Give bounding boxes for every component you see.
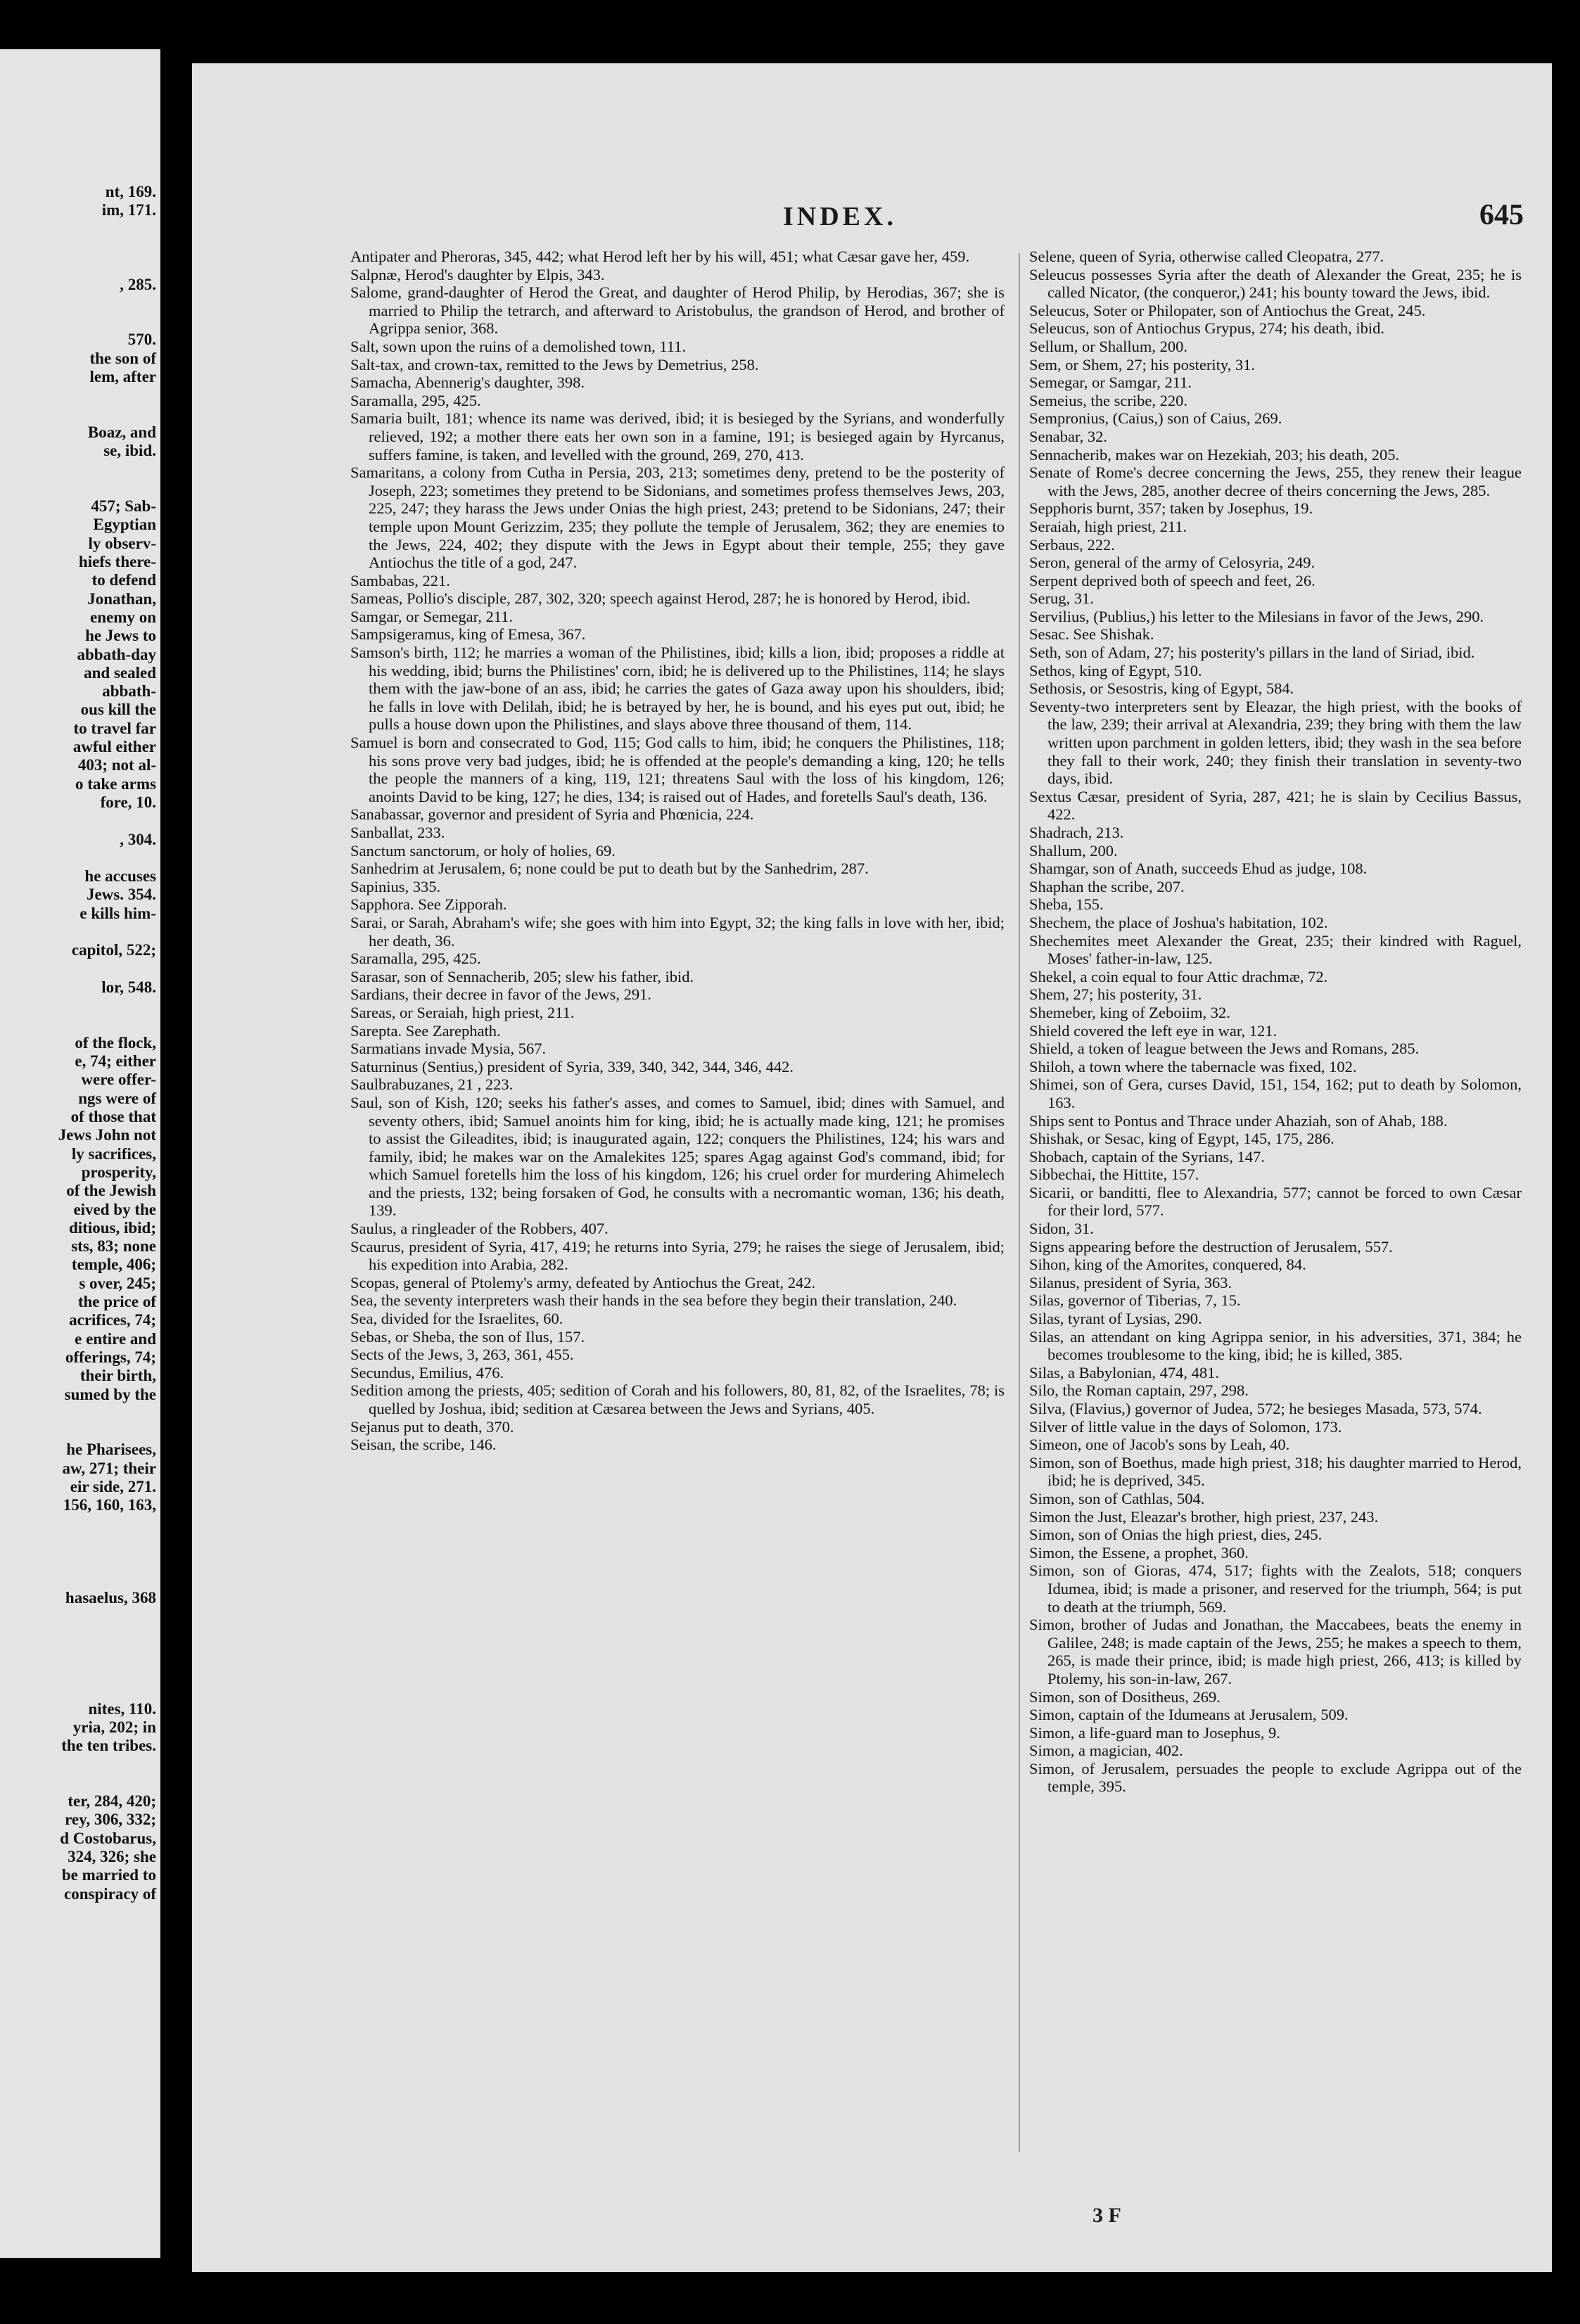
strip-line: 324, 326; she (68, 1848, 156, 1865)
strip-line: abbath- (102, 682, 156, 701)
index-entry: Seron, general of the army of Celosyria, 249. (1029, 554, 1315, 572)
strip-line: ditious, ibid; (69, 1218, 156, 1237)
index-entry: Sethos, king of Egypt, 510. (1029, 661, 1202, 679)
index-entry: Sardians, their decree in favor of the Jews, 291. (350, 985, 651, 1004)
index-entry: Simon, of Jerusalem, persuades the people to exclude Agrippa out of the temple, 395. (1029, 1759, 1522, 1796)
index-entry: Saulbrabuzanes, 21 , 223. (350, 1075, 514, 1094)
strip-line: s over, 245; (79, 1274, 156, 1292)
index-entry: Simon the Just, Eleazar's brother, high priest, 237, 243. (1029, 1507, 1379, 1526)
adjacent-page-fragment (0, 49, 160, 2258)
index-entry: Silver of little value in the days of Solomon, 173. (1029, 1417, 1342, 1436)
strip-line: , 304. (120, 830, 156, 848)
index-entry: Servilius, (Publius,) his letter to the Milesians in favor of the Jews, 290. (1029, 607, 1484, 625)
strip-line: sumed by the (64, 1385, 156, 1403)
index-entry: Simeon, one of Jacob's sons by Leah, 40. (1029, 1436, 1290, 1454)
index-entry: Serug, 31. (1029, 589, 1094, 608)
index-entry: Samuel is born and consecrated to God, 115; God calls to him, ibid; he conquers the Philistines, 118; his sons prove very bad judges, ibid; he is offended at the people's demanding a king, 120; he tells the people the manners of a king, 119, 121; threatens Saul with the loss of his kingdom, 126; anoints David to be king, 127; he dies, 134; is raised out of Hades, and foretells Saul's death, 136. (350, 734, 1005, 805)
index-entry: Serpent deprived both of speech and feet, 26. (1029, 571, 1315, 589)
index-entry: Sea, divided for the Israelites, 60. (350, 1310, 563, 1328)
index-entry: Sapphora. See Zipporah. (350, 895, 507, 914)
index-entry: Selene, queen of Syria, otherwise called Cleopatra, 277. (1029, 248, 1384, 265)
index-entry: Sejanus put to death, 370. (350, 1417, 514, 1436)
strip-line: awful either (72, 738, 156, 755)
index-entry: Shadrach, 213. (1029, 824, 1124, 841)
index-entry: Saturninus (Sentius,) president of Syria, 339, 340, 342, 344, 346, 442. (350, 1057, 794, 1075)
strip-line: of those that (70, 1108, 156, 1125)
strip-line: prosperity, (81, 1163, 156, 1181)
index-entry: Semegar, or Samgar, 211. (1029, 374, 1192, 392)
book-gutter (160, 0, 192, 2324)
strip-line: the ten tribes. (61, 1737, 156, 1755)
strip-line: ous kill the (80, 701, 156, 719)
index-entry: Sedition among the priests, 405; sedition of Corah and his followers, 80, 81, 82, of the Israelites, 78; is quelled by Joshua, ibid; sedition at Cæsarea between the Jews and Syrians, 405. (350, 1381, 1005, 1417)
strip-line: he Jews to (85, 627, 156, 645)
index-entry: Shallum, 200. (1029, 841, 1118, 860)
strip-line: ter, 284, 420; (68, 1792, 156, 1811)
page-number: 645 (1479, 199, 1524, 231)
index-entry: Sethosis, or Sesostris, king of Egypt, 584. (1029, 679, 1294, 698)
index-entry: Sebas, or Sheba, the son of Ilus, 157. (350, 1327, 585, 1346)
strip-line: 570. (127, 331, 156, 349)
strip-line: 457; Sab- (91, 497, 156, 516)
index-entry: Sarepta. See Zarephath. (350, 1021, 501, 1040)
index-entry: Serbaus, 222. (1029, 535, 1115, 554)
index-entry: Simon, a life-guard man to Josephus, 9. (1029, 1723, 1280, 1742)
strip-line: o take arms (75, 774, 156, 793)
index-entry: Sennacherib, makes war on Hezekiah, 203; his death, 205. (1029, 445, 1400, 464)
index-entry: Sesac. See Shishak. (1029, 625, 1154, 644)
index-entry: Shimei, son of Gera, curses David, 151, 154, 162; put to death by Solomon, 163. (1029, 1075, 1522, 1111)
index-entry: Samacha, Abennerig's daughter, 398. (350, 374, 585, 392)
strip-line: Jews John not (58, 1126, 156, 1144)
strip-line: nt, 169. (105, 183, 156, 200)
strip-line: to travel far (73, 719, 156, 737)
strip-line: , 285. (120, 275, 156, 293)
index-entry: Senate of Rome's decree concerning the Jews, 255, they renew their league with the Jews, 285, another decree of theirs concerning the Jews, 285. (1029, 464, 1522, 499)
strip-line: temple, 406; (71, 1256, 156, 1274)
index-entry: Shield covered the left eye in war, 121. (1029, 1021, 1278, 1040)
index-entry: Silas, a Babylonian, 474, 481. (1029, 1363, 1219, 1381)
index-entry: Seleucus, son of Antiochus Grypus, 274; his death, ibid. (1029, 319, 1384, 338)
strip-line: Jews. 354. (86, 886, 156, 904)
strip-line: se, ibid. (103, 442, 156, 460)
index-entry: Simon, brother of Judas and Jonathan, the Maccabees, beats the enemy in Galilee, 248; is made captain of the Jews, 255; he makes a speech to them, 265, is made their prince, ibid; is made high priest, 266, 413; is killed by Ptolemy, his son-in-law, 267. (1029, 1616, 1522, 1687)
strip-line: lem, after (89, 368, 156, 385)
index-entry: Simon, son of Dositheus, 269. (1029, 1687, 1221, 1706)
strip-line: abbath-day (77, 645, 156, 663)
index-entry: Shaphan the scribe, 207. (1029, 877, 1185, 895)
column-divider (1019, 253, 1020, 2152)
strip-line: hasaelus, 368 (65, 1588, 156, 1607)
strip-line: sts, 83; none (71, 1237, 156, 1256)
index-entry: Silo, the Roman captain, 297, 298. (1029, 1381, 1249, 1400)
index-entry: Silva, (Flavius,) governor of Judea, 572; he besieges Masada, 573, 574. (1029, 1400, 1482, 1417)
strip-line: hiefs there- (78, 553, 156, 570)
index-entry: Scopas, general of Ptolemy's army, defeated by Antiochus the Great, 242. (350, 1273, 816, 1291)
strip-line: the son of (89, 349, 156, 367)
index-entry: Ships sent to Pontus and Thrace under Ahaziah, son of Ahab, 188. (1029, 1111, 1448, 1130)
index-entry: Simon, son of Onias the high priest, dies, 245. (1029, 1526, 1323, 1544)
index-entry: Shamgar, son of Anath, succeeds Ehud as judge, 108. (1029, 860, 1368, 878)
strip-line: acrifices, 74; (69, 1311, 156, 1329)
strip-line: their birth, (79, 1367, 156, 1385)
index-entry: Seventy-two interpreters sent by Eleazar, the high priest, with the books of the law, 239; their arrival at Alexandria, 239; they bring with them the law written upon parchment in golden letters, ibid; they wash in the sea before they fall to their work, 240; they finish their translation in seventy-two days, ibid. (1029, 697, 1522, 788)
index-entry: Shishak, or Sesac, king of Egypt, 145, 175, 286. (1029, 1130, 1334, 1148)
index-entry: Shem, 27; his posterity, 31. (1029, 985, 1202, 1004)
index-entry: Sextus Cæsar, president of Syria, 287, 421; he is slain by Cecilius Bassus, 422. (1029, 787, 1522, 824)
strip-line: ly sacrifices, (71, 1144, 156, 1163)
index-entry: Simon, the Essene, a prophet, 360. (1029, 1543, 1249, 1562)
index-entry: Sarmatians invade Mysia, 567. (350, 1040, 547, 1058)
signature-mark: 3 F (1092, 2204, 1121, 2227)
index-entry: Sapinius, 335. (350, 877, 441, 895)
index-entry: Silas, governor of Tiberias, 7, 15. (1029, 1291, 1241, 1310)
index-entry: Shemeber, king of Zeboiim, 32. (1029, 1003, 1230, 1021)
index-entry: Saramalla, 295, 425. (350, 391, 481, 409)
strip-line: lor, 548. (101, 978, 156, 996)
strip-line: ngs were of (78, 1089, 156, 1107)
index-entry: Sanctum sanctorum, or holy of holies, 69. (350, 841, 616, 860)
index-entry: Salome, grand-daughter of Herod the Great, and daughter of Herod Philip, by Herodias, 367; she is married to Philip the tetrarch, and afterward to Aristobulus, the grandson of Herod, and brother of Agrippa senior, 368. (350, 283, 1005, 338)
strip-line: eived by the (73, 1200, 156, 1218)
index-entry: Sameas, Pollio's disciple, 287, 302, 320; speech against Herod, 287; he is honored by Herod, ibid. (350, 589, 971, 608)
index-entry: Sareas, or Seraiah, high priest, 211. (350, 1003, 575, 1021)
index-entry: Seleucus possesses Syria after the death of Alexander the Great, 235; he is called Nicator, (the conqueror,) 241; his bounty toward the Jews, ibid. (1029, 265, 1522, 302)
index-entry: Samson's birth, 112; he marries a woman of the Philistines, ibid; kills a lion, ibid; proposes a riddle at his wedding, ibid; burns the Philistines' corn, ibid; he is delivered up to the Philistines, 114; he slays them with the jaw-bone of an ass, ibid; he carries the gates of Gaza away upon his shoulders, ibid; he falls in love with Delilah, ibid; he is betrayed by her, he is bound, and his eyes put out, ibid; he pulls a house down upon the Philistines, and slays above three thousand of them, 114. (350, 644, 1005, 734)
index-entry: Sicarii, or banditti, flee to Alexandria, 577; cannot be forced to own Cæsar for their lord, 577. (1029, 1183, 1522, 1220)
index-entry: Simon, captain of the Idumeans at Jerusalem, 509. (1029, 1706, 1349, 1724)
index-entry: Samaritans, a colony from Cutha in Persia, 203, 213; sometimes deny, pretend to be the posterity of Joseph, 223; sometimes they pretend to be Sidonians, and sometimes profess themselves Jews, 203, 225, 247; they harass the Jews under Onias the high priest, 243; pretend to be Sidonians, 247; their temple upon Mount Gerizzim, 235; they pollute the temple of Jerusalem, 362; they are enemies to the Jews, 224, 402; they dispute with the Jews in Egypt about their temple, 255; they gave Antiochus the title of a god, 247. (350, 464, 1005, 572)
strip-line: e kills him- (79, 904, 156, 922)
index-entry: Sanballat, 233. (350, 824, 445, 841)
strip-line: the price of (77, 1293, 156, 1310)
index-entry: Sheba, 155. (1029, 895, 1104, 914)
index-entry: Antipater and Pheroras, 345, 442; what Herod left her by his will, 451; what Cæsar gave her, 459. (350, 248, 970, 265)
strip-line: be married to (61, 1866, 156, 1884)
index-entry: Seisan, the scribe, 146. (350, 1436, 497, 1454)
index-entry: Sidon, 31. (1029, 1220, 1094, 1238)
index-entry: Scaurus, president of Syria, 417, 419; he returns into Syria, 279; he raises the siege of Jerusalem, ibid; his expedition into Arabia, 282. (350, 1237, 1005, 1274)
index-entry: Shekel, a coin equal to four Attic drachmæ, 72. (1029, 967, 1328, 985)
index-entry: Shechem, the place of Joshua's habitation, 102. (1029, 913, 1328, 931)
index-entry: Salt-tax, and crown-tax, remitted to the Jews by Demetrius, 258. (350, 355, 759, 374)
strip-line: offerings, 74; (65, 1348, 156, 1366)
strip-line: 403; not al- (77, 756, 156, 774)
strip-line: enemy on (90, 608, 156, 626)
index-entry: Shobach, captain of the Syrians, 147. (1029, 1147, 1265, 1166)
index-entry: Salpnæ, Herod's daughter by Elpis, 343. (350, 265, 605, 283)
strip-line: ly observ- (88, 534, 156, 552)
strip-line: im, 171. (101, 201, 156, 219)
index-entry: Simon, son of Gioras, 474, 517; fights with the Zealots, 518; conquers Idumea, ibid; is made a prisoner, and reserved for the triumph, 564; is put to death at the triumph, 569. (1029, 1562, 1522, 1616)
strip-line: fore, 10. (100, 793, 156, 811)
index-entry: Silas, tyrant of Lysias, 290. (1029, 1310, 1202, 1328)
index-entry: Shield, a token of league between the Jews and Romans, 285. (1029, 1040, 1420, 1058)
page-header-title: INDEX. (783, 202, 897, 231)
index-entry: Samgar, or Semegar, 211. (350, 607, 514, 625)
index-entry: Sihon, king of the Amorites, conquered, 84. (1029, 1256, 1306, 1274)
strip-line: of the Jewish (66, 1182, 156, 1200)
strip-line: Egyptian (93, 516, 156, 534)
strip-line: rey, 306, 332; (65, 1811, 156, 1829)
index-entry: Sarai, or Sarah, Abraham's wife; she goes with him into Egypt, 32; the king falls in love with her, ibid; her death, 36. (350, 913, 1005, 950)
index-entry: Saul, son of Kish, 120; seeks his father's asses, and comes to Samuel, ibid; dines with Samuel, and seventy others, ibid; Samuel anoints him for king, ibid; he is actually made king, 121; he promises to assist the Gileadites, ibid; is inaugurated again, 122; conquers the Philistines, 124; his wars and family, ibid; he makes war on the Amalekites 125; spares Agag against God's command, ibid; for which Samuel foretells him the loss of his kingdom, 126; his cruel order for murdering Ahimelech and the priests, 132; being forsaken of God, he consults with a necromantic woman, 136; his death, 139. (350, 1093, 1005, 1220)
index-entry: Sellum, or Shallum, 200. (1029, 337, 1187, 355)
strip-line: 156, 160, 163, (63, 1496, 156, 1514)
index-entry: Sea, the seventy interpreters wash their hands in the sea before they begin their translation, 240. (350, 1291, 957, 1310)
strip-line: d Costobarus, (60, 1829, 156, 1847)
index-entry: Shiloh, a town where the tabernacle was fixed, 102. (1029, 1057, 1357, 1075)
strip-line: were offer- (81, 1071, 156, 1089)
strip-line: yria, 202; in (72, 1718, 156, 1736)
index-entry: Seraiah, high priest, 211. (1029, 517, 1187, 535)
strip-line: eir side, 271. (70, 1478, 156, 1495)
index-entry: Senabar, 32. (1029, 427, 1107, 445)
strip-line: of the flock, (75, 1033, 156, 1052)
index-entry: Simon, son of Cathlas, 504. (1029, 1489, 1205, 1507)
index-entry: Secundus, Emilius, 476. (350, 1363, 504, 1381)
strip-line: to defend (91, 571, 156, 589)
strip-line: Jonathan, (87, 589, 156, 608)
index-entry: Silanus, president of Syria, 363. (1029, 1273, 1232, 1291)
index-entry: Saulus, a ringleader of the Robbers, 407. (350, 1220, 609, 1238)
strip-line: and sealed (84, 663, 156, 682)
strip-line: e entire and (75, 1329, 156, 1348)
index-entry: Samaria built, 181; whence its name was derived, ibid; it is besieged by the Syrians, and wonderfully relieved, 192; a mother there eats her own son in a famine, 191; is besieged again by Hyrcanus, suffers famine, is taken, and levelled with the ground, 269, 270, 413. (350, 409, 1005, 464)
index-entry: Sampsigeramus, king of Emesa, 367. (350, 625, 586, 644)
index-column-left (350, 248, 1005, 2161)
index-entry: Sanhedrim at Jerusalem, 6; none could be put to death but by the Sanhedrim, 287. (350, 860, 869, 878)
index-entry: Sempronius, (Caius,) son of Caius, 269. (1029, 409, 1282, 428)
index-entry: Sects of the Jews, 3, 263, 361, 455. (350, 1346, 574, 1364)
index-page (192, 63, 1552, 2272)
strip-line: he accuses (84, 867, 156, 886)
strip-line: capitol, 522; (71, 941, 156, 959)
index-entry: Silas, an attendant on king Agrippa senior, in his adversities, 371, 384; he becomes troublesome to the king, ibid; he is killed, 385. (1029, 1327, 1522, 1364)
index-column-right (1029, 248, 1522, 2161)
strip-line: he Pharisees, (66, 1441, 156, 1459)
index-entry: Salt, sown upon the ruins of a demolished town, 111. (350, 337, 687, 355)
index-entry: Signs appearing before the destruction of Jerusalem, 557. (1029, 1237, 1393, 1256)
strip-line: Boaz, and (87, 423, 156, 441)
index-entry: Saramalla, 295, 425. (350, 950, 481, 968)
strip-line: e, 74; either (75, 1052, 156, 1071)
index-entry: Seth, son of Adam, 27; his posterity's pillars in the land of Siriad, ibid. (1029, 644, 1475, 662)
index-entry: Simon, son of Boethus, made high priest, 318; his daughter married to Herod, ibid; he is deprived, 345. (1029, 1453, 1522, 1490)
index-entry: Sanabassar, governor and president of Syria and Phœnicia, 224. (350, 805, 754, 824)
strip-line: conspiracy of (64, 1884, 156, 1903)
index-entry: Sarasar, son of Sennacherib, 205; slew his father, ibid. (350, 967, 694, 985)
index-entry: Sibbechai, the Hittite, 157. (1029, 1166, 1199, 1184)
strip-line: aw, 271; their (62, 1459, 156, 1477)
index-entry: Semeius, the scribe, 220. (1029, 391, 1187, 409)
index-entry: Sepphoris burnt, 357; taken by Josephus, 19. (1029, 499, 1313, 518)
index-entry: Simon, a magician, 402. (1029, 1742, 1183, 1760)
index-entry: Sem, or Shem, 27; his posterity, 31. (1029, 355, 1256, 374)
index-entry: Shechemites meet Alexander the Great, 235; their kindred with Raguel, Moses' father-in-law, 125. (1029, 931, 1522, 968)
index-entry: Sambabas, 221. (350, 571, 450, 589)
index-entry: Seleucus, Soter or Philopater, son of Antiochus the Great, 245. (1029, 301, 1426, 319)
strip-line: nites, 110. (88, 1699, 156, 1718)
